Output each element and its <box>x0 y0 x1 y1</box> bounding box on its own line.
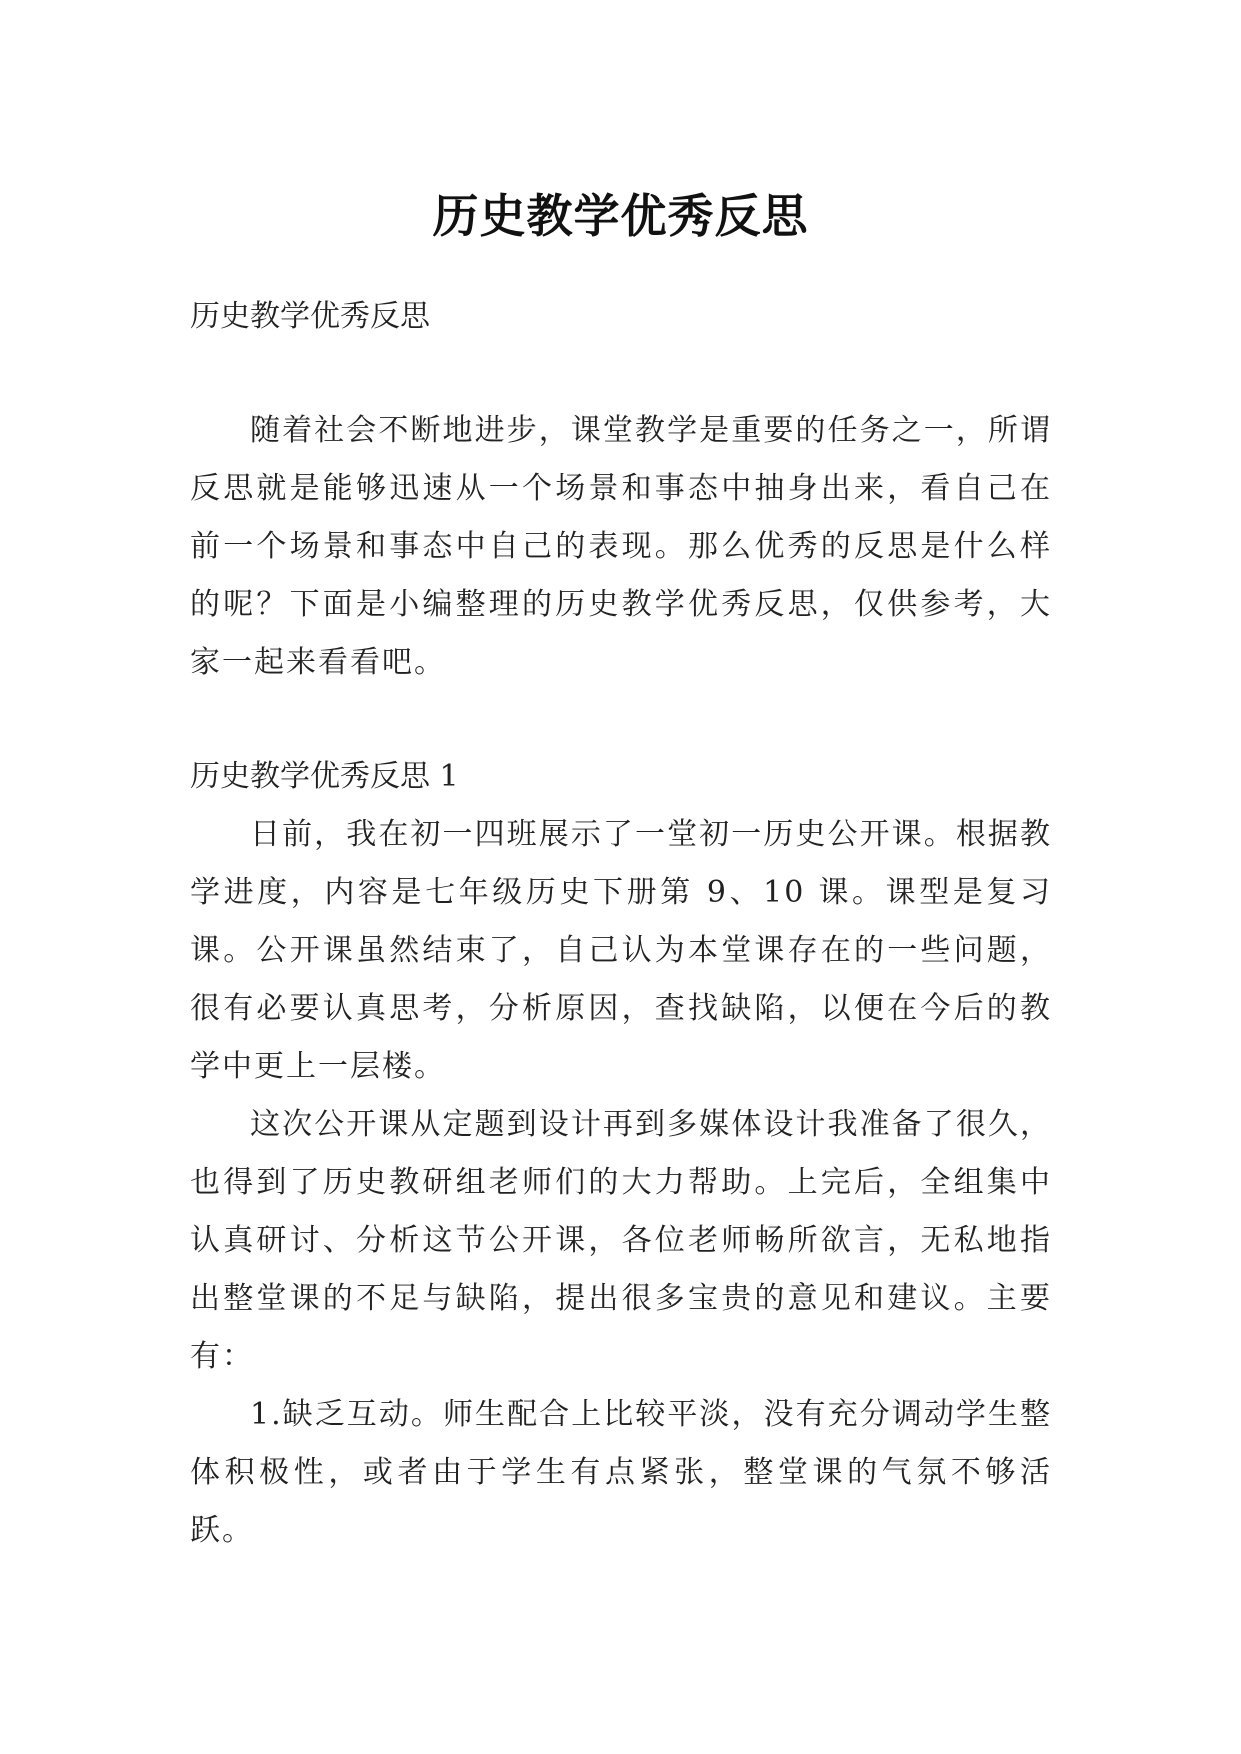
body-paragraph: 1.缺乏互动。师生配合上比较平淡，没有充分调动学生整体积极性，或者由于学生有点紧张，整堂课的气氛不够活跃。 <box>190 1397 1052 1548</box>
body-paragraph: 日前，我在初一四班展示了一堂初一历史公开课。根据教学进度，内容是七年级历史下册第 9、10 课。课型是复习课。公开课虽然结束了，自己认为本堂课存在的一些问题，很有必要认真思考，分析原因，查找缺陷，以便在今后的教学中更上一层楼。 <box>190 817 1052 1084</box>
section-heading: 历史教学优秀反思 1 <box>190 759 459 794</box>
intro-paragraph: 随着社会不断地进步，课堂教学是重要的任务之一，所谓反思就是能够迅速从一个场景和事态中抽身出来，看自己在前一个场景和事态中自己的表现。那么优秀的反思是什么样的呢？下面是小编整理的历史教学优秀反思，仅供参考，大家一起来看看吧。 <box>190 413 1052 680</box>
document-body <box>190 288 1052 1560</box>
page-title: 历史教学优秀反思 <box>432 188 809 243</box>
document-subtitle: 历史教学优秀反思 <box>190 299 430 334</box>
body-paragraph: 这次公开课从定题到设计再到多媒体设计我准备了很久，也得到了历史教研组老师们的大力帮助。上完后，全组集中认真研讨、分析这节公开课，各位老师畅所欲言，无私地指出整堂课的不足与缺陷，提出很多宝贵的意见和建议。主要有： <box>190 1107 1052 1374</box>
